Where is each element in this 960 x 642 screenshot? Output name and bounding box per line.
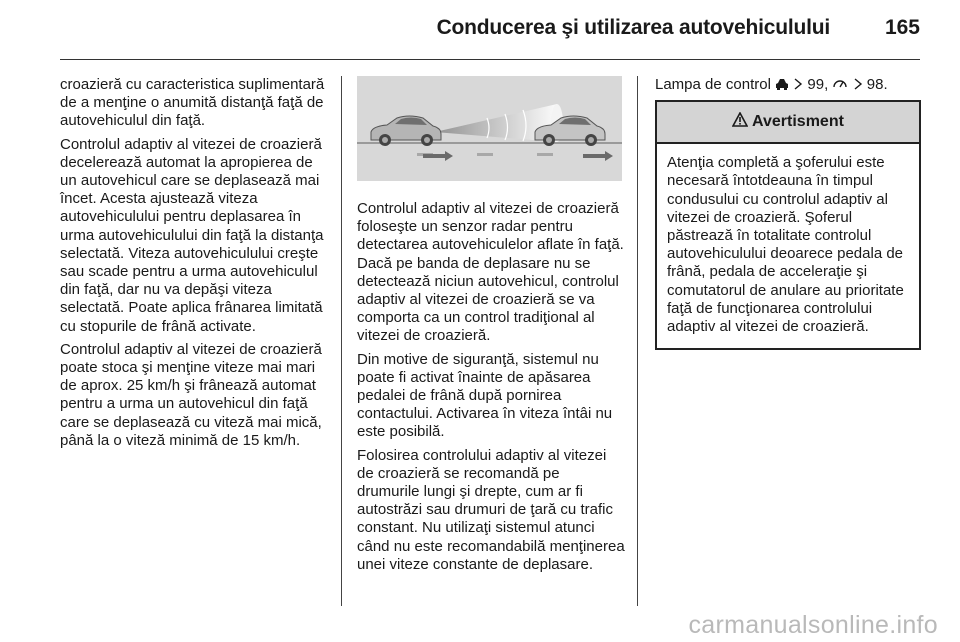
page-reference: 98. [866,76,888,93]
page-number: 165 [884,16,920,39]
direction-arrow-icon [423,151,453,161]
warning-header [657,102,919,144]
control-lamp-reference [655,76,921,95]
cruise-lamp-icon [832,77,848,95]
paragraph: Controlul adaptiv al vitezei de croazieră foloseşte un senzor radar pentru detectarea autovehiculelor aflate în faţă. Dacă pe banda de deplasare nu se detectează niciun autovehicul, controlul adaptiv al vitezei de croazieră se va comporta ca un control tradiţional al vitezei de croazieră. [357,200,624,345]
column-1 [60,76,328,455]
car-icon [371,116,441,146]
header-rule [60,59,920,60]
warning-title: Avertisment [752,113,844,131]
direction-arrow-icon [583,151,613,161]
warning-text: Atenţia completă a şoferului este necesară întotdeauna în timpul condusului cu controlul adaptiv al vitezei de croazieră. Şoferul păstrează în totalitate controlul autovehiculului deoarece pedala de frână, pedala de acceleraţie şi comutatorul de anulare au prioritate faţă de funcţionarea controlului adaptiv al vitezei de croazieră. [667,154,904,336]
warning-triangle-icon [732,112,748,132]
page-reference-arrow-icon [853,77,863,95]
paragraph: Controlul adaptiv al vitezei de croazieră poate stoca şi menţine viteze mai mari de aprox. 25 km/h şi frânează automat pentru a urma un autovehicul din faţă care se deplasează cu viteză mai mică, până la o viteză minimă de 15 km/h. [60,340,322,449]
page-reference: 99, [807,76,829,93]
warning-box [655,100,921,350]
car-lamp-icon [775,77,789,95]
paragraph: Controlul adaptiv al vitezei de croazieră decelerează automat la apropierea de un autovehicul care se deplasează mai încet. Acesta ajustează viteza autovehiculului pentru deplasarea în urma autovehiculului din faţă la distanţa selectată. Viteza autovehiculului creşte sau scade pentru a urma autovehiculul din faţă, dar nu va depăşi viteza selectată. Poate aplica frânarea limitată cu stopurile de frână activate. [60,135,324,335]
paragraph: Folosirea controlului adaptiv al vitezei de croazieră se recomandă pe drumurile lungi şi drepte, cum ar fi autostrăzi sau drumuri de ţară cu trafic constant. Nu utilizaţi sistemul atunci când nu este recomandabilă menţinerea unei viteze constante de deplasare. [357,446,625,573]
paragraph: croazieră cu caracteristica suplimentară de a menţine o anumită distanţă faţă de autovehiculul din faţă. [60,76,325,130]
control-lamp-label: Lampa de control [655,76,771,93]
column-3 [655,76,921,350]
paragraph: Din motive de siguranţă, sistemul nu poate fi activat înainte de apăsarea pedalei de frână după pornirea contactului. Activarea în viteza întâi nu este posibilă. [357,350,613,441]
page-header-title: Conducerea şi utilizarea autovehiculului [436,16,830,39]
radar-illustration [357,76,622,181]
column-divider [637,76,638,606]
column-divider [341,76,342,606]
page-reference-arrow-icon [793,77,803,95]
column-2 [357,76,625,579]
watermark: carmanualsonline.info [688,611,938,639]
